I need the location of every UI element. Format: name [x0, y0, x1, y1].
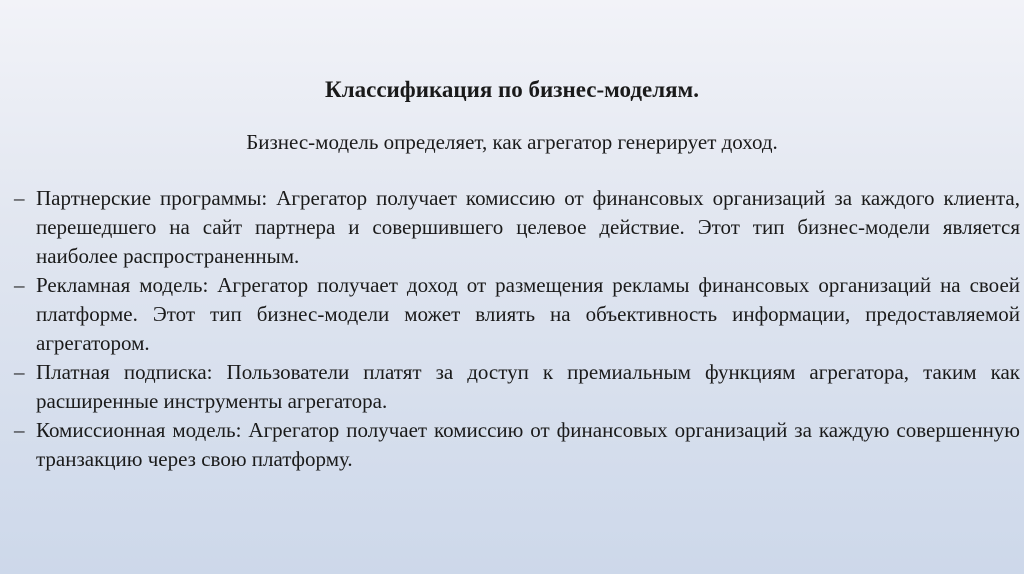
dash-bullet-icon: –	[14, 186, 25, 210]
bullet-item-commission-model	[14, 416, 1020, 474]
bullet-item-advertising-model	[14, 271, 1020, 358]
bullet-item-paid-subscription	[14, 358, 1020, 416]
dash-bullet-icon: –	[14, 360, 25, 384]
slide-title: Классификация по бизнес-моделям.	[325, 77, 699, 102]
dash-bullet-icon: –	[14, 273, 25, 297]
bullet-text: Платная подписка: Пользователи платят за доступ к премиальным функциям агрегатора, таким как расширенные инструменты агрегатора.	[36, 360, 1020, 413]
bullet-item-partner-programs	[14, 184, 1020, 271]
dash-bullet-icon: –	[14, 418, 25, 442]
bullet-text: Комиссионная модель: Агрегатор получает комиссию от финансовых организаций за каждую совершенную транзакцию через свою платформу.	[36, 418, 1020, 471]
bullet-text: Рекламная модель: Агрегатор получает доход от размещения рекламы финансовых организаций на своей платформе. Этот тип бизнес-модели может влиять на объективность информации, предоставляемой агрегатором.	[36, 273, 1020, 355]
bullet-list	[14, 184, 1020, 474]
slide-subtitle: Бизнес-модель определяет, как агрегатор генерирует доход.	[246, 130, 778, 154]
bullet-text: Партнерские программы: Агрегатор получает комиссию от финансовых организаций за каждого клиента, перешедшего на сайт партнера и совершившего целевое действие. Этот тип бизнес-модели является наиболее распространенным.	[36, 186, 1020, 268]
